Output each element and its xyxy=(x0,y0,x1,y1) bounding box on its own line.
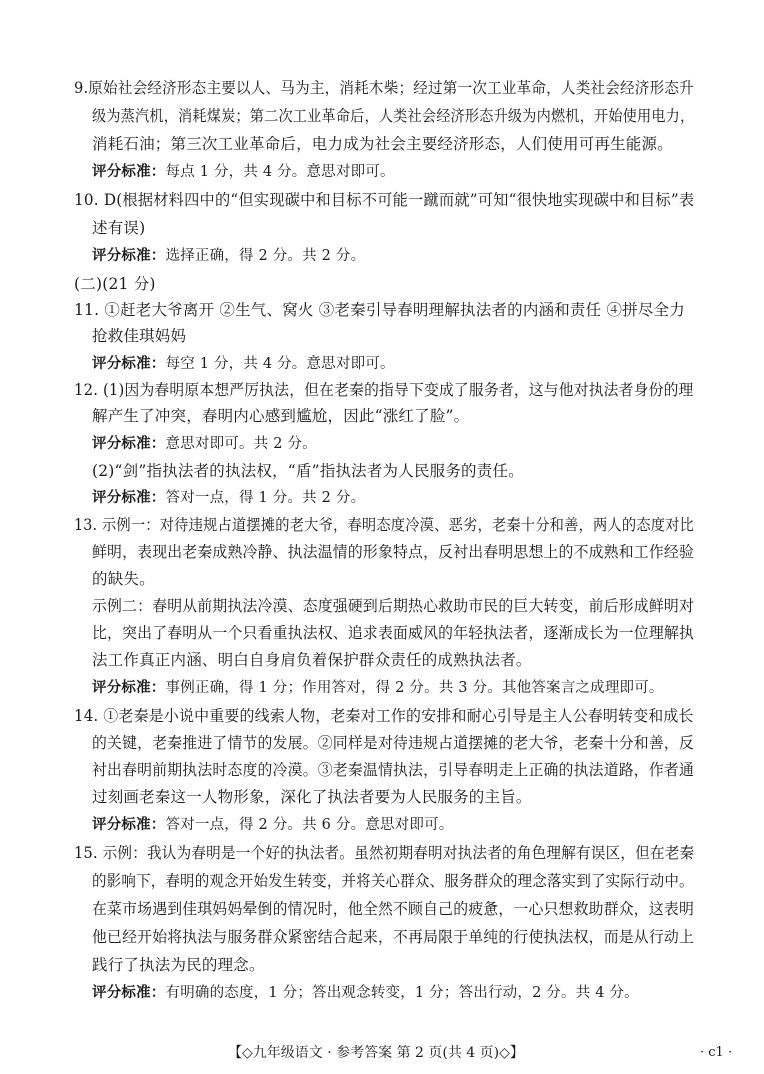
criteria-label: 评分标准： xyxy=(92,436,166,452)
q14-line-3: 衬出春明前期执法时态度的冷漠。③老秦温情执法，引导春明走上正确的执法道路，作者通 xyxy=(92,761,695,779)
q14-criteria xyxy=(92,815,454,835)
q9-line-3: 消耗石油；第三次工业革命后，电力成为社会主要经济形态，人们使用可再生能源。 xyxy=(92,135,673,153)
q13-example1-line-2: 鲜明，表现出老秦成熟冷静、执法温情的形象特点，反衬出春明思想上的不成熟和工作经验 xyxy=(92,543,695,561)
criteria-text: 事例正确，得 1 分；作用答对，得 2 分。共 3 分。其他答案言之成理即可。 xyxy=(165,680,664,696)
q12-sub-2: (2)“剑”指执法者的执法权，“盾”指执法者为人民服务的责任。 xyxy=(92,462,524,480)
criteria-label: 评分标准： xyxy=(92,985,166,1001)
q15-line-3: 在菜市场遇到佳琪妈妈晕倒的情况时，他全然不顾自己的疲惫，一心只想救助群众，这表明 xyxy=(92,900,695,918)
q14-line-4: 过刻画老秦这一人物形象，深化了执法者要为人民服务的主旨。 xyxy=(92,788,532,806)
criteria-text: 每空 1 分，共 4 分。意思对即可。 xyxy=(165,356,395,372)
q15-line-4: 他已经开始将执法与服务群众紧密结合起来，不再局限于单纯的行使执法权，而是从行动上 xyxy=(92,928,695,946)
q10-criteria xyxy=(92,246,365,266)
criteria-label: 评分标准： xyxy=(92,164,166,180)
q15-line-1: 15. 示例：我认为春明是一个好的执法者。虽然初期春明对执法者的角色理解有误区，但在老秦 xyxy=(74,844,695,862)
criteria-label: 评分标准： xyxy=(92,356,166,372)
q15-line-5: 践行了执法为民的理念。 xyxy=(92,956,265,974)
q14-line-2: 的关键，老秦推进了情节的发展。②同样是对待违规占道摆摊的老大爷，老秦十分和善，反 xyxy=(92,734,695,752)
q14-line-1: 14. ①老秦是小说中重要的线索人物，老秦对工作的安排和耐心引导是主人公春明转变和成长 xyxy=(74,707,694,725)
criteria-text: 有明确的态度，1 分；答出观念转变，1 分；答出行动，2 分。共 4 分。 xyxy=(165,985,639,1001)
criteria-text: 每点 1 分，共 4 分。意思对即可。 xyxy=(165,164,395,180)
q9-criteria xyxy=(92,162,395,182)
q12-criteria-2 xyxy=(92,488,365,508)
criteria-text: 答对一点，得 2 分。共 6 分。意思对即可。 xyxy=(165,817,454,833)
q15-criteria xyxy=(92,983,639,1003)
q13-example2-line-1: 示例二：春明从前期执法冷漠、态度强硬到后期热心救助市民的巨大转变，前后形成鲜明对 xyxy=(92,597,695,615)
q15-line-2: 的影响下，春明的观念开始发生转变，并将关心群众、服务群众的理念落实到了实际行动中。 xyxy=(92,872,694,890)
q12-criteria-1 xyxy=(92,434,317,454)
section-heading: (二)(21 分) xyxy=(74,275,156,293)
q13-criteria xyxy=(92,678,664,698)
q9-line-1: 9.原始社会经济形态主要以人、马为主，消耗木柴；经过第一次工业革命，人类社会经济形态升 xyxy=(74,79,694,97)
q13-example1-line-1: 13. 示例一：对待违规占道摆摊的老大爷，春明态度冷漠、恶劣，老秦十分和善，两人的态度对比 xyxy=(74,516,695,534)
page-footer: 【◇九年级语文 · 参考答案 第 2 页(共 4 页)◇】 xyxy=(228,1045,524,1061)
q13-example2-line-3: 法工作真正内涵、明白自身肩负着保护群众责任的成熟执法者。 xyxy=(92,651,532,669)
q12-line-1: 12. (1)因为春明原本想严厉执法，但在老秦的指导下变成了服务者，这与他对执法者身份的理 xyxy=(74,381,694,399)
criteria-text: 答对一点，得 1 分。共 2 分。 xyxy=(165,490,366,506)
criteria-label: 评分标准： xyxy=(92,490,166,506)
q10-line-2: 述有误) xyxy=(92,219,146,237)
q11-criteria xyxy=(92,354,395,374)
q11-line-2: 抢救佳琪妈妈 xyxy=(92,327,187,345)
q13-example2-line-2: 比，突出了春明从一个只看重执法权、追求表面威风的年轻执法者，逐渐成长为一位理解执 xyxy=(92,624,695,642)
criteria-label: 评分标准： xyxy=(92,248,166,264)
q11-line-1: 11. ①赶老大爷离开 ②生气、窝火 ③老秦引导春明理解执法者的内涵和责任 ④拼尽全力 xyxy=(74,301,685,319)
q10-line-1: 10. D(根据材料四中的“但实现碳中和目标不可能一蹴而就”可知“很快地实现碳中和目标”表 xyxy=(74,191,695,209)
criteria-label: 评分标准： xyxy=(92,817,166,833)
criteria-text: 选择正确，得 2 分。共 2 分。 xyxy=(165,248,366,264)
q9-line-2: 级为蒸汽机，消耗煤炭；第二次工业革命后，人类社会经济形态升级为内燃机，开始使用电力， xyxy=(92,107,695,125)
page-code: · c1 · xyxy=(700,1045,733,1060)
criteria-label: 评分标准： xyxy=(92,680,166,696)
q12-line-2: 解产生了冲突，春明内心感到尴尬，因此“涨红了脸”。 xyxy=(92,407,470,425)
criteria-text: 意思对即可。共 2 分。 xyxy=(165,436,317,452)
q13-example1-line-3: 的缺失。 xyxy=(92,570,155,588)
